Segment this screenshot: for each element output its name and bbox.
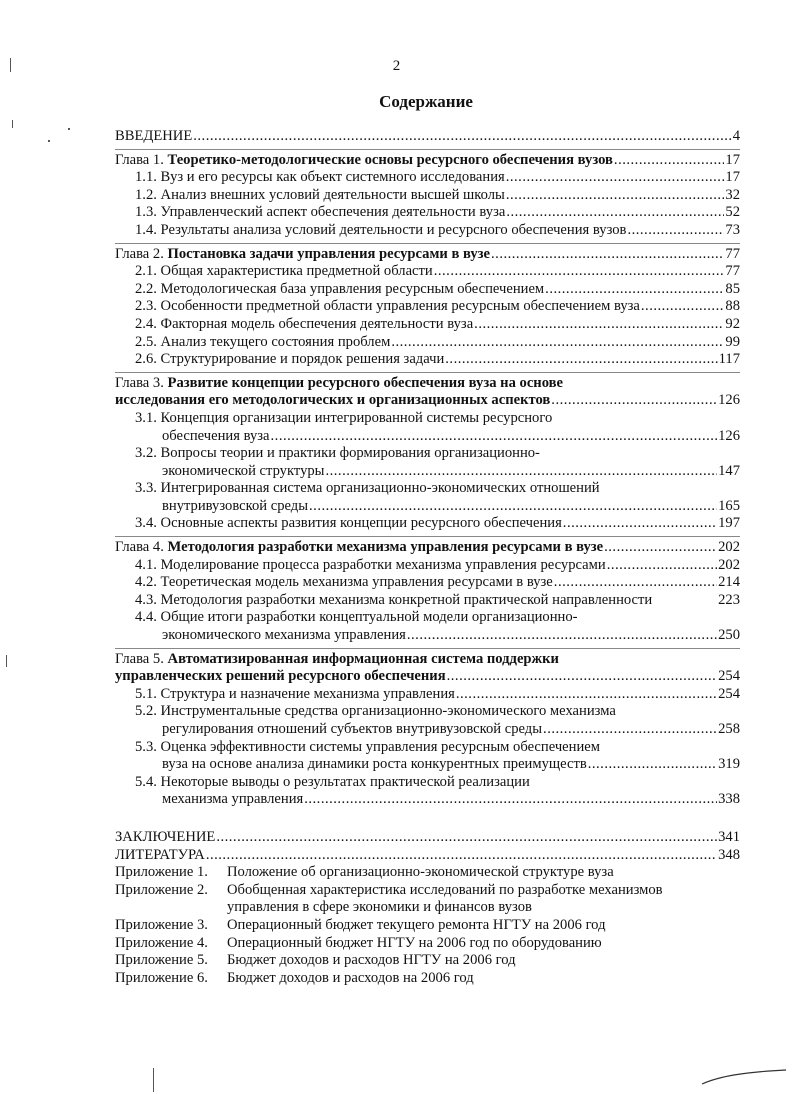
appendix-title: Бюджет доходов и расходов на 2006 год [227,969,474,986]
chapter-prefix: Глава 3. [115,374,168,391]
section-number: 5.2. [135,703,161,720]
toc-section-cont[interactable] [115,463,740,481]
dot-leader [545,281,724,299]
section-number: 2.4. [135,315,161,332]
section-title: Результаты анализа условий деятельности и ресурсного обеспечения вузов [160,221,627,238]
dot-leader [506,169,725,187]
section-title: Оценка эффективности системы управления ресурсным обеспечением [160,738,600,755]
toc-entry-conclusion[interactable] [115,829,740,847]
section-number: 4.4. [135,609,161,626]
toc-entry-page: 223 [718,591,740,608]
section-number: 2.2. [135,280,161,297]
toc-chapter-3[interactable] [115,375,740,393]
dot-leader [554,574,717,592]
section-number: 5.3. [135,738,161,755]
chapter-title: исследования его методологических и организационных аспектов [115,392,551,409]
dot-leader [627,222,724,240]
toc-entry-literature[interactable] [115,847,740,865]
toc-entry-page: 17 [725,151,740,168]
section-title: Инструментальные средства организационно-экономического механизма [160,703,616,720]
toc-section[interactable] [115,592,740,610]
toc-chapter-1[interactable] [115,152,740,170]
appendix-title: Обобщенная характеристика исследований по разработке механизмов [227,881,663,898]
dot-leader [506,187,725,205]
section-number: 3.3. [135,480,161,497]
section-number: 1.2. [135,186,161,203]
toc-entry-label: ВВЕДЕНИЕ [115,128,193,144]
toc-section[interactable] [115,334,740,352]
section-title: Общая характеристика предметной области [160,263,433,280]
toc-entry-intro[interactable] [115,128,740,146]
page-title: Содержание [379,92,473,111]
toc-appendix[interactable] [115,917,740,935]
section-number: 1.4. [135,221,161,238]
toc-entry-page: 77 [725,263,740,280]
toc-chapter-5-cont[interactable] [115,668,740,686]
section-number: 1.3. [135,204,161,221]
section-title: экономической структуры [162,462,325,479]
section-title: Концепция организации интегрированной системы ресурсного [160,409,553,426]
toc-entry-page: 258 [718,721,740,737]
appendix-title-cont: управления в сфере экономики и финансов вузов [227,899,532,916]
divider [115,648,740,649]
section-title: Анализ текущего состояния проблем [160,333,391,350]
appendix-label: Приложение 1. [115,864,208,881]
section-number: 2.6. [135,351,161,368]
toc-section[interactable] [115,774,740,792]
toc-section[interactable] [115,298,740,316]
divider [115,149,740,150]
toc-entry-page: 338 [718,791,740,808]
toc-section[interactable] [115,263,740,281]
toc-entry-page: 319 [718,756,740,773]
toc-section[interactable] [115,609,740,627]
section-number: 5.4. [135,773,161,790]
section-number: 3.2. [135,445,161,462]
toc-section-cont[interactable] [115,428,740,446]
toc-entry-label: ЛИТЕРАТУРА [115,846,205,863]
dot-leader [607,557,717,575]
dot-leader [551,392,717,410]
dot-leader [563,515,717,533]
section-title: Некоторые выводы о результатах практической реализации [160,773,530,790]
section-title: механизма управления [162,791,304,808]
chapter-prefix: Глава 4. [115,539,168,556]
page-number: 2 [392,58,401,74]
section-number: 4.3. [135,591,161,608]
section-title: регулирования отношений субъектов внутривузовской среды [162,721,543,737]
section-title: Структурирование и порядок решения задачи [160,351,445,368]
section-title: Управленческий аспект обеспечения деятельности вуза [160,204,506,221]
chapter-title: Постановка задачи управления ресурсами в вузе [167,245,491,262]
toc-entry-page: 126 [718,392,740,409]
toc-entry-page: 32 [725,186,740,203]
toc-section-cont[interactable] [115,791,740,809]
toc-section-cont[interactable] [115,721,740,739]
toc-entry-page: 52 [725,204,740,221]
toc-appendix[interactable] [115,882,740,900]
toc-section[interactable] [115,739,740,757]
appendix-label: Приложение 4. [115,934,208,951]
toc-section[interactable] [115,316,740,334]
toc-entry-page: 197 [718,515,740,532]
toc-section-cont[interactable] [115,627,740,645]
chapter-prefix: Глава 1. [115,151,168,168]
section-title: Структура и назначение механизма управления [160,685,455,702]
section-number: 4.2. [135,574,161,591]
dot-leader [445,351,717,369]
appendix-label: Приложение 3. [115,916,208,933]
dot-leader [491,246,724,264]
scan-speck [6,655,7,667]
toc-appendix[interactable] [115,864,740,882]
dot-leader [506,204,724,222]
toc-section[interactable] [115,351,740,369]
section-number: 1.1. [135,169,161,186]
divider [115,536,740,537]
section-title: Вуз и его ресурсы как объект системного исследования [160,169,505,186]
toc-entry-page: 147 [718,462,740,479]
toc-section-cont[interactable] [115,756,740,774]
toc-entry-page: 117 [718,351,740,368]
appendix-label: Приложение 2. [115,881,208,898]
toc-entry-page: 254 [718,685,740,702]
dot-leader [206,847,717,865]
toc-section[interactable] [115,169,740,187]
toc-entry-page: 85 [725,280,740,297]
toc-appendix[interactable] [115,952,740,970]
dot-leader [456,686,717,704]
dot-leader [614,152,724,170]
scan-speck [68,128,70,130]
section-title: Моделирование процесса разработки механизма управления ресурсами [160,556,606,573]
scan-speck [48,140,50,142]
toc-section[interactable] [115,703,740,721]
appendix-title: Операционный бюджет текущего ремонта НГТУ на 2006 год [227,916,606,933]
toc-entry-page: 250 [718,627,740,644]
toc-chapter-4[interactable] [115,539,740,557]
toc-chapter-3-cont[interactable] [115,392,740,410]
section-number: 2.1. [135,263,161,280]
chapter-title: Теоретико-методологические основы ресурсного обеспечения вузов [167,151,613,168]
appendix-label: Приложение 6. [115,969,208,986]
dot-leader [447,668,717,686]
dot-leader [271,428,718,446]
toc-section[interactable] [115,574,740,592]
section-title: Факторная модель обеспечения деятельности вуза [160,315,474,332]
section-title: Общие итоги разработки концептуальной модели организационно- [160,609,578,626]
toc-section-cont[interactable] [115,498,740,516]
scan-speck [12,120,13,128]
toc-appendix[interactable] [115,970,740,988]
dot-leader [474,316,724,334]
toc-entry-page: 4 [732,128,740,144]
dot-leader [434,263,725,281]
chapter-title: управленческих решений ресурсного обеспечения [115,668,446,685]
toc-entry-page: 165 [718,497,740,514]
appendix-label: Приложение 5. [115,952,208,969]
section-title: Особенности предметной области управления ресурсным обеспечением вуза [160,298,640,315]
dot-leader [588,756,717,774]
dot-leader [304,791,717,809]
toc-entry-page: 202 [718,556,740,573]
section-number: 2.5. [135,333,161,350]
section-title: Интегрированная система организационно-экономических отношений [160,480,600,497]
toc-entry-page: 17 [725,169,740,186]
dot-leader [193,128,731,146]
toc-section[interactable] [115,281,740,299]
section-title: вуза на основе анализа динамики роста конкурентных преимуществ [162,756,587,773]
toc-section[interactable] [115,445,740,463]
toc-entry-page: 73 [725,221,740,238]
section-number: 5.1. [135,685,161,702]
section-number: 3.4. [135,515,161,532]
dot-leader [604,539,717,557]
dot-leader [407,627,717,645]
toc-section[interactable] [115,515,740,533]
dot-leader [216,829,717,847]
toc-section[interactable] [115,557,740,575]
section-title: Теоретическая модель механизма управления ресурсами в вузе [160,574,553,591]
toc-entry-page: 77 [725,245,740,262]
chapter-prefix: Глава 2. [115,245,168,262]
dot-leader [543,721,717,739]
divider [115,243,740,244]
toc-entry-page: 88 [725,298,740,315]
toc-chapter-5[interactable] [115,651,740,669]
toc-entry-page: 202 [718,539,740,556]
section-title: Анализ внешних условий деятельности высшей школы [160,186,505,203]
appendix-title: Бюджет доходов и расходов НГТУ на 2006 год [227,952,516,969]
toc-entry-page: 214 [718,574,740,591]
toc-section[interactable] [115,204,740,222]
toc-section[interactable] [115,480,740,498]
section-number: 3.1. [135,409,161,426]
signature-stroke [700,1064,788,1086]
toc-chapter-2[interactable] [115,246,740,264]
toc-entry-page: 348 [718,846,740,863]
toc-entry-page: 341 [718,828,740,845]
toc-entry-label: ЗАКЛЮЧЕНИЕ [115,828,216,845]
section-number: 4.1. [135,556,161,573]
toc-section[interactable] [115,410,740,428]
dot-leader [325,463,717,481]
toc-section[interactable] [115,686,740,704]
toc-entry-page: 126 [718,427,740,444]
table-of-contents [115,128,740,987]
toc-entry-page: 92 [725,315,740,332]
section-number: 2.3. [135,298,161,315]
toc-entry-page: 254 [718,668,740,685]
chapter-title: Развитие концепции ресурсного обеспечения вуза на основе [167,374,563,391]
toc-section[interactable] [115,187,740,205]
scan-speck [153,1068,154,1092]
section-title: внутривузовской среды [162,497,309,514]
dot-leader [391,334,724,352]
dot-leader [641,298,725,316]
chapter-title: Автоматизированная информационная система поддержки [167,650,559,667]
chapter-title: Методология разработки механизма управления ресурсами в вузе [167,539,604,556]
toc-entry-page: 99 [725,333,740,350]
section-title: обеспечения вуза [162,427,270,444]
section-title: Методология разработки механизма конкретной практической направленности [160,591,653,608]
section-title: Вопросы теории и практики формирования организационно- [160,445,540,462]
toc-section[interactable] [115,222,740,240]
appendix-title: Положение об организационно-экономической структуре вуза [227,864,614,881]
dot-leader [309,498,717,516]
section-title: Методологическая база управления ресурсным обеспечением [160,280,545,297]
toc-appendix[interactable] [115,935,740,953]
chapter-prefix: Глава 5. [115,650,168,667]
appendix-title: Операционный бюджет НГТУ на 2006 год по оборудованию [227,934,602,951]
section-title: Основные аспекты развития концепции ресурсного обеспечения [160,515,562,532]
divider [115,372,740,373]
section-title: экономического механизма управления [162,627,406,644]
